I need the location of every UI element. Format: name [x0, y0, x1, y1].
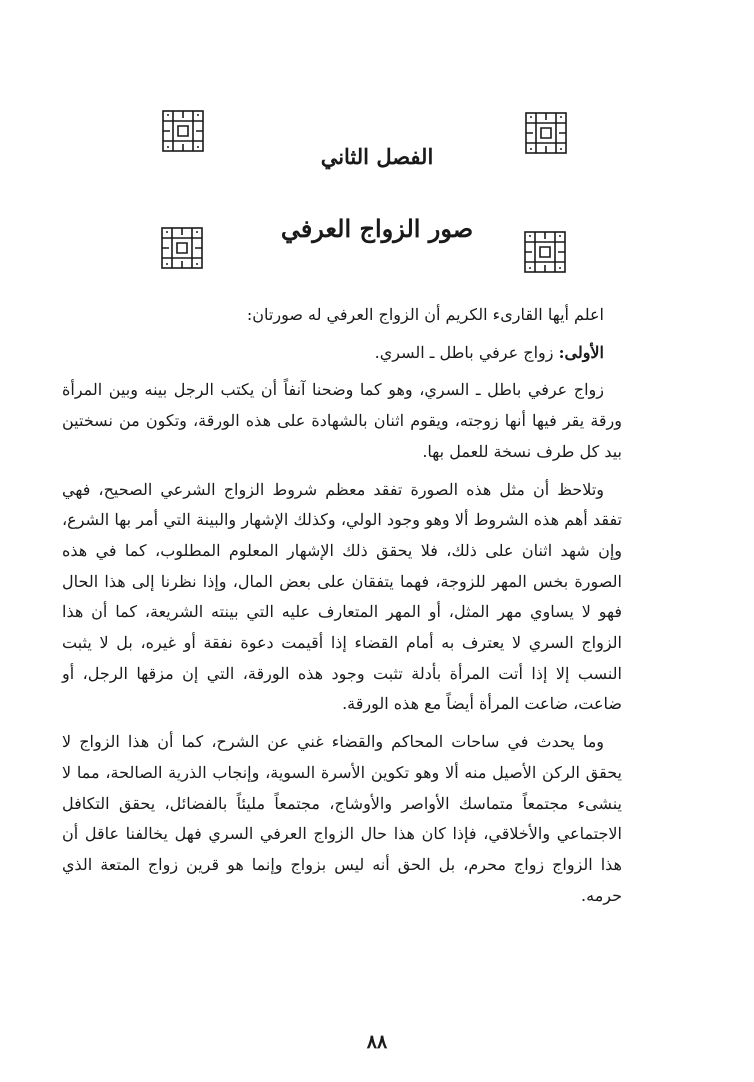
page-number: ٨٨ — [366, 1031, 388, 1053]
paragraph-intro: اعلم أيها القارىء الكريم أن الزواج العرفي له صورتان: — [246, 305, 604, 324]
paragraph-conclusion: وما يحدث في ساحات المحاكم والقضاء غني عن الشرح، كما أن هذا الزواج لا يحقق الركن الأصيل منه ألا وهو تكوين الأسرة السوية، وإنجاب الذرية الصالحة، مما لا ينشىء مجتمعاً متماسك الأواصر والأوشاج، مجتمعاً مليئاً بالفضائل، يحقق التكافل الاجتماعي والأخلاقي، فإذا كان هذا حال الزواج العرفي السري فهل يخالفنا عاقل أن هذا الزواج زواج محرم، بل الحق أنه ليس بزواج وإنما هو قرين زواج المتعة الذي حرمه. — [62, 732, 623, 905]
paragraph-first-form — [62, 338, 622, 369]
first-form-term: الأولى: — [558, 342, 604, 362]
paragraph-conditions: وتلاحظ أن مثل هذه الصورة تفقد معظم شروط الزواج الشرعي الصحيح، فهي تفقد أهم هذه الشروط ألا وهو وجود الولي، وكذلك الإشهار والبينة التي أمر بها الشرع، وإن شهد اثنان على ذلك، فلا يحقق ذلك الإشهار المعلوم المطلوب، كما في هذه الصورة بخس المهر للزوجة، فهما يتفقان على بعض المال، وإذا نظرنا إلى هذا الحال فهو لا يساوي مهر المثل، أو المهر المتعارف عليه التي بينته الشريعة، كما أن هذا الزواج السري لا يعترف به أمام القضاء إذا أقيمت دعوة نفقة أو غيره، بل لا يثبت النسب إلا إذا أتت المرأة بأدلة تثبت وجود هذه الورقة، التي إن مزقها الرجل، أو ضاعت، ضاعت المرأة أيضاً مع هذه الورقة. — [62, 479, 623, 714]
paragraph-definition: زواج عرفي باطل ـ السري، وهو كما وضحنا آنفاً أن يكتب الرجل بينه وبين المرأة ورقة يقر فيها أنها زوجته، ويقوم اثنان بالشهادة على هذه الورقة، وتكون من نسختين بيد كل طرف نسخة للعمل بها. — [62, 380, 622, 461]
first-form-rest: زواج عرفي باطل ـ السري. — [374, 342, 559, 362]
section-title: صور الزواج العرفي — [280, 214, 474, 243]
chapter-title: الفصل الثاني — [320, 144, 434, 169]
body-text — [62, 300, 622, 918]
